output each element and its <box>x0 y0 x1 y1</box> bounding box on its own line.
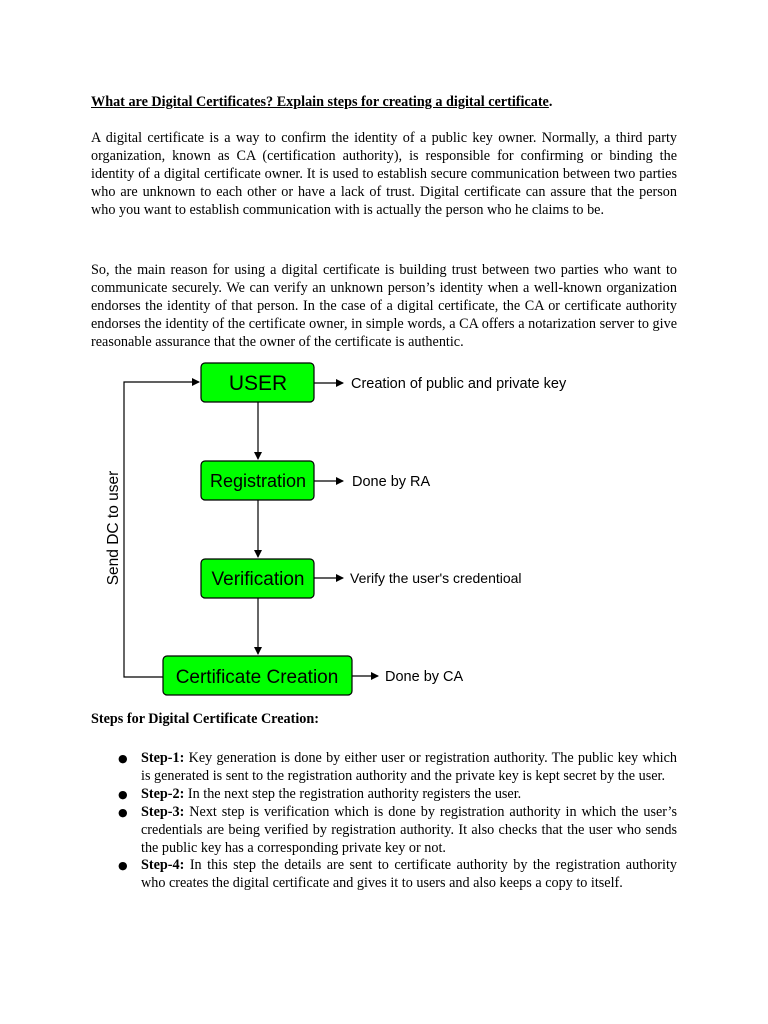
send-dc-loop-line <box>124 382 199 677</box>
step-label: Step-1: <box>141 750 185 766</box>
step-text: In the next step the registration authority registers the user. <box>184 785 522 802</box>
page-title-text: What are Digital Certificates? Explain steps for creating a digital certificate <box>91 94 549 110</box>
step-text: In this step the details are sent to certificate authority by the registration authority who creates the digital certificate and gives it to users and also keeps a copy to itself. <box>141 857 677 892</box>
step-label: Step-4: <box>141 857 185 874</box>
step-label: Step-2: <box>141 785 185 802</box>
verification-node-label: Verification <box>211 569 305 590</box>
bullet-icon: ● <box>118 752 128 765</box>
list-item <box>91 804 677 858</box>
bullet-icon: ● <box>118 805 128 819</box>
bullet-icon: ● <box>118 859 128 873</box>
send-dc-to-user-label: Send DC to user <box>105 470 122 586</box>
list-item <box>91 786 677 804</box>
verification-note: Verify the user's credentioal <box>350 570 522 586</box>
step-text: Next step is verification which is done by registration authority in which the user’s credentials are being verified by registration authority. It also checks that the user who sends the public key has a corresponding private key or not. <box>141 803 677 856</box>
page-title-period: . <box>548 94 553 110</box>
list-item <box>91 857 677 893</box>
steps-heading: Steps for Digital Certificate Creation: <box>91 711 319 727</box>
certificate-creation-note: Done by CA <box>385 669 464 685</box>
registration-node-label: Registration <box>209 471 307 491</box>
intro-paragraph: A digital certificate is a way to confirm the identity of a public key owner. Normally, a third party organization, known as CA (certification authority), is responsible for confirming or binding the identity of a digital certificate owner. It is used to establish secure communication between two parties who are unknown to each other or have a lack of trust. Digital certificate can assure that the person who you want to establish communication with is actually the person who he claims to be. <box>91 130 677 218</box>
step-text: Key generation is done by either user or registration authority. The public key which is generated is sent to the registration authority and the private key is kept secret by the user. <box>141 750 677 784</box>
step-label: Step-3: <box>141 803 185 820</box>
certificate-creation-node-label: Certificate Creation <box>175 667 339 688</box>
user-note: Creation of public and private key <box>351 376 567 392</box>
trust-paragraph: So, the main reason for using a digital certificate is building trust between two parties who want to communicate securely. We can verify an unknown person’s identity when a well-known organization endorses the identity of that person. In the case of a digital certificate, the CA or certificate authority endorses the identity of the certificate owner, in simple words, a CA offers a notarization server to give reasonable assurance that the owner of the certificate is authentic. <box>91 262 677 350</box>
user-node-label: USER <box>228 372 288 395</box>
steps-list <box>91 750 677 893</box>
registration-note: Done by RA <box>352 474 431 490</box>
bullet-icon: ● <box>118 787 128 801</box>
list-item <box>91 750 677 786</box>
